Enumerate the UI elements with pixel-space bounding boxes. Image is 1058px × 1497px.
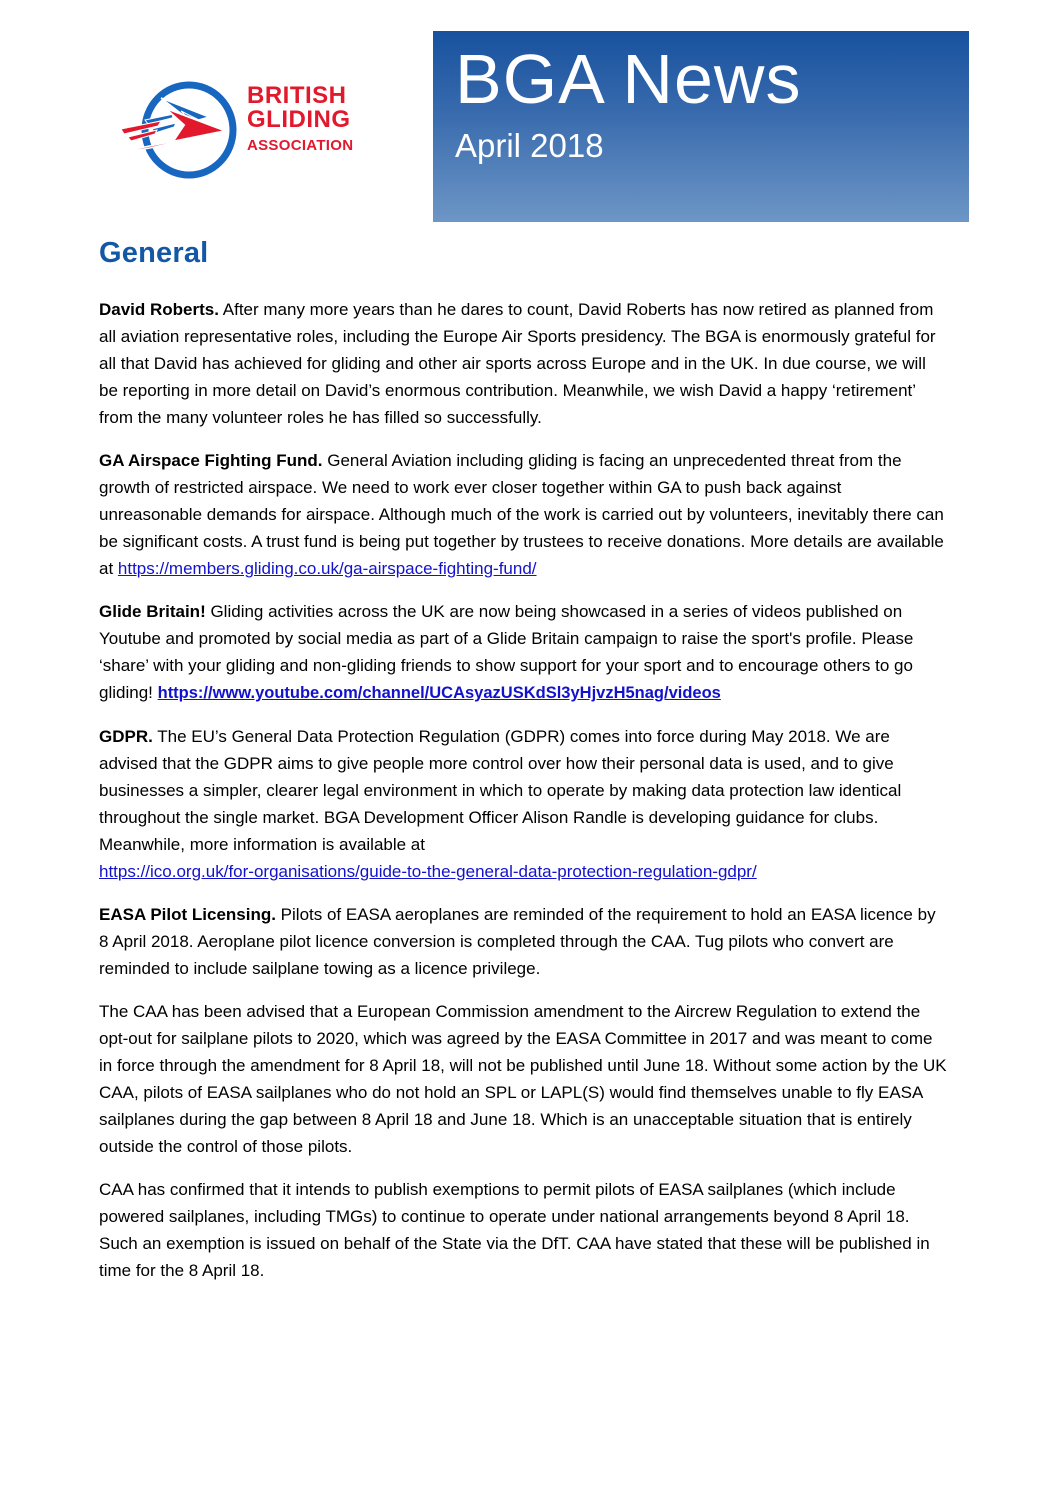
document-body xyxy=(99,236,947,1300)
paragraph-glide-britain xyxy=(99,598,947,707)
paragraph-text: The EU’s General Data Protection Regulation (GDPR) comes into force during May 2018. We are advised that the GDPR aims to give people more control over how their personal data is used, and to give businesses a simpler, clearer legal environment in which to operate by making data protection law identical throughout the single market. BGA Development Officer Alison Randle is developing guidance for clubs. Meanwhile, more information is available at xyxy=(99,727,902,854)
bga-logo xyxy=(95,78,380,192)
logo-line-gliding: GLIDING xyxy=(247,106,351,133)
paragraph-text: The CAA has been advised that a European Commission amendment to the Aircrew Regulation to extend the opt-out for sailplane pilots to 2020, which was agreed by the EASA Committee in 2017 and was meant to come in force through the amendment for 8 April 18, will not be published until June 18. Without some action by the UK CAA, pilots of EASA sailplanes who do not hold an SPL or LAPL(S) would find themselves unable to fly EASA sailplanes during the gap between 8 April 18 and June 18. Which is an unacceptable situation that is entirely outside the control of those pilots. xyxy=(99,1002,947,1156)
paragraph-text: After many more years than he dares to count, David Roberts has now retired as planned from all aviation representative roles, including the Europe Air Sports presidency. The BGA is enormously grateful for all that David has achieved for gliding and other air sports across Europe and in the UK. In due course, we will be reporting in more detail on David’s enormous contribution. Meanwhile, we wish David a happy ‘retirement’ from the many volunteer roles he has filled so successfully. xyxy=(99,300,936,427)
paragraph-easa-pilot-licensing xyxy=(99,901,947,982)
paragraph-caa-advised xyxy=(99,998,947,1160)
paragraph-gdpr xyxy=(99,723,947,885)
paragraph-text: CAA has confirmed that it intends to publish exemptions to permit pilots of EASA sailplanes (which include powered sailplanes, including TMGs) to continue to operate under national arrangements beyond 8 April 18. Such an exemption is issued on behalf of the State via the DfT. CAA have stated that these will be published in time for the 8 April 18. xyxy=(99,1180,930,1280)
paragraph-text: Gliding activities across the UK are now being showcased in a series of videos published on Youtube and promoted by social media as part of a Glide Britain campaign to raise the sport's profile. Please ‘share’ with your gliding and non-gliding friends to show support for your sport and to encourage others to go gliding! xyxy=(99,602,914,702)
link-youtube-videos[interactable]: https://www.youtube.com/channel/UCAsyazUSKdSl3yHjvzH5nag/videos xyxy=(157,684,721,702)
glider-logo-icon xyxy=(95,78,247,190)
newsletter-title: BGA News xyxy=(455,40,802,118)
paragraph-lead: EASA Pilot Licensing. xyxy=(99,905,276,924)
logo-text xyxy=(247,84,353,157)
paragraph-lead: GA Airspace Fighting Fund. xyxy=(99,451,323,470)
section-heading-general: General xyxy=(99,237,209,269)
paragraph-lead: Glide Britain! xyxy=(99,602,206,621)
link-ga-airspace-fund[interactable]: https://members.gliding.co.uk/ga-airspace-fighting-fund/ xyxy=(117,559,537,578)
paragraph-lead: GDPR. xyxy=(99,727,153,746)
paragraph-lead: David Roberts. xyxy=(99,300,219,319)
paragraph-ga-airspace-fund xyxy=(99,447,947,582)
logo-line-association: ASSOCIATION xyxy=(247,137,354,154)
paragraph-text: Pilots of EASA aeroplanes are reminded of the requirement to hold an EASA licence by 8 April 2018. Aeroplane pilot licence conversion is completed through the CAA. Tug pilots who convert are reminded to include sailplane towing as a licence privilege. xyxy=(99,905,936,978)
newsletter-date: April 2018 xyxy=(455,127,604,164)
link-ico-gdpr[interactable]: https://ico.org.uk/for-organisations/guide-to-the-general-data-protection-regulation-gdpr/ xyxy=(99,862,757,881)
logo-line-british: BRITISH xyxy=(247,82,347,109)
paragraph-caa-confirmed xyxy=(99,1176,947,1284)
paragraph-text: General Aviation including gliding is facing an unprecedented threat from the growth of restricted airspace. We need to work ever closer together within GA to push back against unreasonable demands for airspace. Although much of the work is carried out by volunteers, inevitably there can be significant costs. A trust fund is being put together by trustees to receive donations. More details are available at xyxy=(99,451,944,578)
paragraph-david-roberts xyxy=(99,296,947,431)
header-banner xyxy=(433,31,969,222)
